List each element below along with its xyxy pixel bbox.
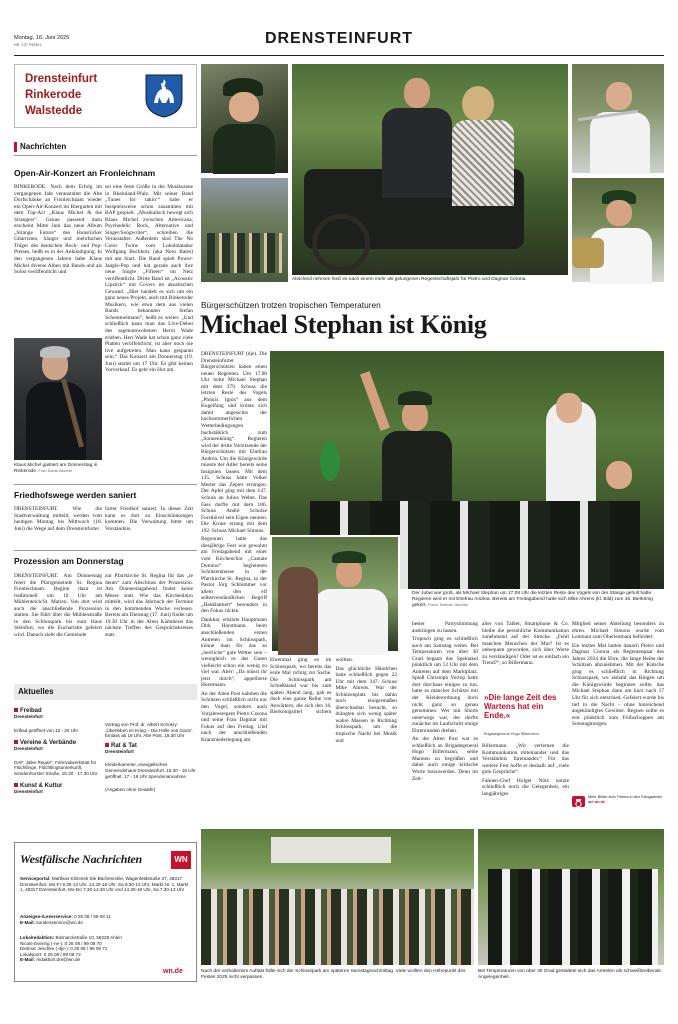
- more-photos-site[interactable]: wn.de: [594, 799, 606, 804]
- article-col3-p3: An der Alten Post war es schließlich an Brigadegeneral Hugo Billermann, seine Mannen zu begrüßen und dabei auch einige kritische Worte loszuwerden. Denn im Zeit-: [412, 736, 478, 782]
- aktuelles-label: Aktuelles: [18, 687, 54, 696]
- divider-friedhof: [14, 484, 197, 485]
- article-kicker: Bürgerschützen trotzen tropischen Temperaturen: [201, 300, 381, 310]
- aktuelles-kultur-sub: Drensteinfurt: [14, 788, 43, 794]
- aktuelles-rat-sub: Drensteinfurt: [105, 748, 134, 754]
- bottom-right-caption: Bei Temperaturen von über 30 Grad gestaltete sich das Antreten als schweißtreibende Angelegenheit.: [478, 969, 662, 980]
- crowd-shape: [207, 233, 282, 273]
- klaus-caption-credit: Foto: Dorian Albrecht: [38, 468, 73, 473]
- aktuelles-rat-title-text: Rat & Tat: [111, 742, 137, 749]
- article-col1-p3: Dankbar, erklärte Hauptmann Dirk Horstmann beim anschließenden ersten Antreten im Schlosspark, könne man für das so „herrliche“ gute Wetter sein – wenngleich es des Guten vielleicht schon ein wenig zu viel war. Aber: „Da müsst ihr jetzt durch“, appellierte Horstmann.: [201, 616, 267, 689]
- imprint-service-text: Matthias Klimmek Die Büchereckle, Wagenfeldstraße 37, 48317 Drensteinfurt, Mo-Fr 9.30-13 Uhr, 14.30-18 Uhr, Sa 9.30-13 Uhr; Markt Nr. 1, Markt 1, 48317 Drensteinfurt, Mo-Do 7.30-12.30 Uhr und 14.30-18 Uhr, Sa 7.30-13 Uhr: [20, 876, 189, 893]
- imprint-box: [14, 842, 197, 982]
- article-col4-p2: Billermann. „Wir verlernen die Kommunikation miteinander und das Verständnis füreinander.“ Für das weitere Fest hoffe er deshalb auf „viele gute Gespräche“.: [482, 743, 569, 776]
- article-col3: [412, 621, 478, 817]
- more-photos-text: [588, 795, 662, 804]
- header-rule: [14, 55, 664, 56]
- prozession-text-col1: DRENSTEINFURT. Am Donnerstag feiert die Pfarrgemeinde St. Regina Fronleichnam. Beginn dazu ist traditionell um 10 Uhr am Mühlenteich/St. Marien. Von dort wird auch die anschließende Prozession starten. Sie führt über die Mühlenstraße in den Schlosspark bis zum Haus Steinfurt, wo die Eucharistie gefeiert wird. Danach zieht die Gemeinde: [14, 573, 102, 638]
- main-photo-caption-credit: Fotos: Dietmar Jeschke: [428, 602, 468, 607]
- nachrichten-marker: [14, 142, 17, 152]
- aktuelles-left: [14, 708, 102, 794]
- aktuelles-freibad-title-text: Freibad: [20, 708, 42, 714]
- carriage-caption: Abschied nehmen hieß es nach einem mehr als gelungenen Regentschaftsjahr für Pietro und Dagmar Corona.: [292, 277, 527, 282]
- main-photo-caption-text: Der Jubel war groß, als Michael Stephan um 17.08 Uhr die letzten Reste des Vogels von der Stange geholt hatte. Regieren wird er mit Ehefrau Andrea. Bereits am Freitagabend hatte sich Mike Ahrens (kl. Bild) zum 16. Bierkönig gekürt.: [412, 591, 653, 608]
- aktuelles-header: [14, 684, 197, 700]
- article-col5: [572, 621, 664, 791]
- konzert-text-col2: sei eine feste Größe in der Musikszene in Rheinland-Pfalz. Mit seiner Band „Tunes for takin’“ habe er beispielsweise schon zusammen mit BAP gespielt. „Musikalisch bewegt sich Klaus Michel zwischen Americana, Psychedelic Rock, Alternative und Singer/Songwriter“, schreiben die Veranstalter. Außerdem sind The No Color Twins vom Lokalmatador Wolfgang Buchholz (aka Nero Bates) mit am Start. Die Band spielt Power-Jangle-Pop und hat gerade auch ihre neue Single „Fifteen“ im Netz veröffentlicht. Dritte Band ist „Acoustic Lipstick“ mit Covers im akustischen Gewand. „Hier handelt es sich um ein ganz neues Projekt, auch mit Rinkeroder Musikern, wie etwa dem aus vielen Bands bekannten Stefan Schemmelmann“, heißt es weiter. „Und schließlich kann man das Live-Debut des sagenumwobenen Herrn Wade erleben. Herr Wade hat schon ganz viele Platten veröffentlicht, ist aber noch nie live aufgetreten. Man kann gespannt sein.“ Das Konzert am Donnerstag (19. Juni) startet um 17 Uhr. Es gibt keinen Vorverkauf. Es geht ein Hut um.: [105, 184, 193, 374]
- photo-top-right-2: [572, 178, 664, 282]
- ortsbox-line-2: Rinkerode: [25, 89, 82, 101]
- article-headline: Michael Stephan ist König: [200, 310, 487, 339]
- friedhof-text-col1: DRENSTEINFURT. Wie die Stadtverwaltung mitteilt, werden vom heutigen Montag bis Mittwoch (18. Juni) die Wege auf dem Drensteinfurter: [14, 506, 102, 532]
- crowd-bottom-left: [201, 889, 474, 965]
- red-square-icon: [105, 743, 109, 747]
- imprint-lokal-label: Lokalredaktion:: [20, 935, 55, 940]
- article-col1-p1: DRENSTEINFURT (dje). Die Drensteinfurter Bürgerschützen haben einen neuen Regenten. Um 17.08 Uhr holte Michael Stephan mit dem 379. Schuss die letzten Reste des Vogels „Phönix Ignis“ aus dem Kugelfang und krönte sich damit angesichts der hochsommerlichen Wetterbedingungen buchstäblich zum „Sonnenkönig“. Regieren wird der dritte Vorsitzende der Bürgerschützen mit Ehefrau Andrea. Um die Königswürde musste der Adler bereits seine Insignien lassen. Mit dem 135. Schuss hatte Volker Mester das Zepter errungen. Der Apfel ging mit dem 147. Schuss an Julius Weber. Das Fass durfte mit dem 186. Schuss André Schulze Forsthövel sein Eigen nennen. Die Krone errang mit dem 192. Schuss Michael Simons.: [201, 351, 267, 534]
- photo-bottom-left: [201, 829, 474, 965]
- coat-of-arms-icon: [144, 73, 184, 119]
- inset-face: [336, 559, 362, 587]
- ortsbox-line-3: Walstedde: [25, 105, 83, 117]
- camera-icon: [572, 796, 585, 807]
- imprint-ads-phone: 0 25 08 / 99 08 11: [74, 914, 111, 919]
- imprint-ads-label: Anzeigen-/Leserservice:: [20, 914, 73, 919]
- carriage-wheel: [312, 214, 370, 272]
- king-arm: [360, 371, 390, 431]
- imprint-staff-1: Nicole Evering (-ne-): 0 25 08 / 99 08 70: [20, 940, 102, 946]
- inset-hat: [332, 551, 366, 563]
- article-col5-p2: Ein letztes Mal hatten danach Pietro und Dagmar Corona als Regentenpaar des Jahres 2024 die Ehre, die lange Reihe der Schützen abzunehmen. Mit der Kutsche ging es schließlich in Richtung Schlosspark, wo alsbald das Ringen um die Königswürde beginnen sollte, das Michael Stephan dann um kurz nach 17 Uhr für sich entschied. Gefeiert wurde bis tief in die Nacht – ohne hinreichend angekündigtes Gewitter. Regnen sollte es erst pünktlich zum Frühschoppen am Sonntagmorgen.: [572, 642, 664, 728]
- imprint-red-email[interactable]: redaktion.dre@wn.de: [36, 957, 81, 963]
- drum-shape: [572, 238, 604, 268]
- more-photos-label: Mehr Bilder zum Thema in den Fotogalerien auf: [588, 795, 663, 804]
- klaus-caption-text: Klaus Michel gastiert am Donnerstag in Rinkerode.: [14, 463, 98, 474]
- klaus-caption: [14, 463, 102, 475]
- inset-woman: [278, 567, 318, 655]
- imprint-lokal: [20, 935, 192, 963]
- photo-carriage: [292, 64, 568, 275]
- imprint-service-label: Serviceportal:: [20, 876, 51, 881]
- imprint-service: [20, 876, 192, 893]
- imprint-staff-2: Dietmar Jeschke (-dje-): 0 25 08 / 99 08 71: [20, 946, 108, 952]
- woman-dress: [452, 120, 514, 206]
- friedhof-text-col2: furter Friedhof saniert. In dieser Zeit kann es dort zu Einschränkungen kommen. Die Verwaltung bittet um Verständnis.: [105, 506, 193, 532]
- aktuelles-rat-text: Kleiderkammer, evangelisches Gemeindehaus Drensteinfurt, 15.30 - 18 Uhr geöffnet, 17 - 18 Uhr Spendenannahme: [105, 762, 196, 779]
- musician-face: [606, 82, 632, 110]
- nachrichten-label: Nachrichten: [20, 142, 67, 151]
- aktuelles-vereine-text: DAF: „Bike Repair“, Fahrradwerkstatt für Flüchtlinge, Flüchtlingsunterkunft, Sendenhorster Straße, 15.30 - 17.30 Uhr: [14, 759, 98, 776]
- imprint-logo: WN: [171, 851, 191, 869]
- red-square-icon: [14, 783, 18, 787]
- article-col3-p1: bester Partystimmung ausklingen zu lassen.: [412, 621, 478, 634]
- klaus-hair: [40, 346, 70, 358]
- photo-bierkoenig-inset: [270, 535, 400, 653]
- aktuelles-vereine-sub: Drensteinfurt: [14, 746, 43, 752]
- imprint-lokal-addr: Bismarckstraße 10, 59229 Ahlen: [55, 935, 122, 940]
- article-col4-p1: alter von Tablet, Smartphone & Co. bleibe die persönliche Kommunikation zunehmend auf der Strecke. „Fehlt manchen Menschen der Mut? Ist es unbequem geworden, sich über Worte zu verständigen? Oder ist es einfach ein Trend?“, so Billermann.: [482, 621, 569, 667]
- imprint-lokalsport: Lokalsport: 0 25 08 / 99 08 72: [20, 951, 81, 957]
- aktuelles-vortrag-text: Vortrag von Prof. dr. Albert Schokry: „Überleben im Krieg – Die Hölle von Gaza“. Einlass ab 19 Uhr, Alte Post, 19.30 Uhr: [105, 722, 194, 739]
- imprint-paper-name: Westfälische Nachrichten: [20, 852, 142, 866]
- article-col5-p1: Mitglied seiner Abteilung besonders zu ehren. Michael Simons wurde vom Leutnant zum Oberleutnant befördert.: [572, 621, 664, 641]
- nachrichten-tab: [14, 141, 197, 153]
- queen-face: [556, 393, 582, 423]
- musician-shirt: [590, 112, 650, 174]
- inset-shirt: [314, 589, 388, 655]
- article-col4-p3: Fahnen-Chef Holger Notz nutzte schließlich noch die Gelegenheit, ein langjähriges: [482, 777, 569, 797]
- imprint-red-email-label: E-Mail:: [20, 957, 36, 963]
- king-face: [402, 401, 428, 431]
- article-col4: [482, 621, 569, 691]
- pull-quote-source: Brigadegeneral Hugo Billermann: [484, 732, 539, 736]
- issue-date: Montag, 16. Juni 2025: [14, 35, 70, 41]
- friedhof-heading: Friedhofswege werden saniert: [14, 490, 137, 500]
- imprint-ads-email[interactable]: kundenservice@wn.de: [36, 919, 83, 925]
- marching-row: [488, 869, 658, 965]
- red-square-icon: [14, 740, 18, 744]
- imprint-ads: [20, 914, 192, 925]
- article-col4b: [482, 743, 569, 817]
- green-plume: [320, 441, 340, 481]
- prozession-heading: Prozession am Donnerstag: [14, 556, 124, 566]
- klaus-michel-photo: [14, 338, 102, 460]
- photo-top-left-2: [201, 178, 288, 282]
- man-face: [404, 78, 430, 108]
- drummer-face: [606, 200, 632, 226]
- article-col1-p4: An der Alten Post nahmen die Schützen schließlich nicht nur den Vogel, sondern auch Vorjahresregent Pietro Corona und seine Frau Dagmar mit Fokus auf den Freitag. Und nach der anschließenden Kranzniederlegung am: [201, 690, 267, 743]
- aktuelles-kultur-title-text: Kunst & Kultur: [20, 782, 63, 789]
- pull-quote: »Die lange Zeit des Wartens hat ein Ende.«: [484, 693, 557, 720]
- photo-bottom-right: [478, 829, 664, 965]
- tent-shape: [271, 837, 391, 863]
- face-shape: [229, 92, 259, 122]
- aktuelles-note: (Angaben ohne Gewähr): [105, 787, 156, 793]
- aktuelles-right: [105, 722, 197, 793]
- woman-hair: [462, 86, 494, 122]
- ortsbox: [14, 64, 197, 128]
- konzert-text-col1: RINKERODE. Nach dem Erfolg im vergangenen Jahr veranstaltet die Alte Dorfschänke an Fronleichnam wieder ein Open-Air-Konzert im Biergarten mit dem Top-Act „Klaus Michel & the Strangers“. Genau passend dazu erscheint Mitte Juni das neue Album „Strange Future“ des Hunsrücker Gitarristen, Sänger und mehrfachen Träger des deutschen Rock- und Pop-Preises, heißt es in der Ankündigung. In den vergangenen Jahren habe Klaus Michel diverse Alben mit Bands und als Solist veröffentlicht und: [14, 184, 102, 276]
- uniform-shape: [213, 124, 275, 174]
- aktuelles-freibad-text: Erlbad geöffnet von 12 - 20 Uhr: [14, 727, 79, 733]
- imprint-site[interactable]: wn.de: [163, 968, 183, 975]
- article-col2-p2: Das glückliche Händchen hatte schließlich gegen 22 Uhr mit dem 347. Schuss Mike Ahrens. War der Schützenplatz bis dahin noch einigermaßen überschaubar besucht, so drängten sich wenig später wahre Massen in Richtung Schlosspark, um die tropische Nacht bei Musik und: [335, 665, 397, 744]
- man-suit: [382, 108, 452, 198]
- issue-number: NR. 137 RDR01: [14, 43, 42, 47]
- photo-top-left-1: [201, 64, 288, 173]
- article-col2-p1: Ehrenmal ging es im Schlosspark, wo bereits das erste Mal richtig zur Sache. Die Schlosspark am Schießstand war bis zum späten Abend lang, gab es doch eine ganze Reihe von Anwärtern, die sich den 16. Bierkönigstitel sichern wollten.: [270, 657, 354, 716]
- king-hat: [398, 391, 432, 405]
- section-title: DRENSTEINFURT: [264, 30, 414, 47]
- aktuelles-vereine-title-text: Vereine & Verbände: [20, 740, 77, 747]
- main-photo-caption: [412, 591, 664, 608]
- more-photos[interactable]: [572, 794, 664, 812]
- bottom-left-caption: Nach der verhaltenem Auftakt füllte sich der Schlosspark am späteren Samstagnachmittag. Viele wollten den Höhepunkt des Festes 2025 nicht verpassen.: [201, 969, 466, 980]
- photo-top-right-1: [572, 64, 664, 173]
- article-col1-p2: Begonnen hatte das diesjährige Fest wie gewohnt am Freitagabend mit einer vom Kirchenchor „Cantate Domino“ begleiteten Schützenmesse in der Pfarrkirche St. Regina, in der Pastor Jörg Schlummer vor allem den elf selbstverständlichen Begriff „Dankbarkeit“ besonders in den Fokus rückte.: [201, 536, 267, 615]
- aktuelles-freibad-sub: Drensteinfurt: [14, 714, 43, 719]
- red-square-icon: [14, 708, 18, 712]
- ortsbox-line-1: Drensteinfurt: [25, 73, 98, 85]
- article-col2: [270, 657, 397, 817]
- divider-prozession: [14, 550, 197, 551]
- article-col1: [201, 351, 267, 743]
- right-man-face: [606, 461, 632, 489]
- article-col3-p2: Tropisch ging es schließlich auch am Samstag weiter. Bei Temperaturen von über 30 Grad begann das Spektakel pünktlich um 12 Uhr mit dem Antreten auf dem Marktplatz. Spieß Christoph Vorlop hatte dort durchaus einiges zu tun, hatte es mancher Schütze mit der Kleiderordnung doch nicht ganz so genau genommen. Wer mit Shorts unterwegs war, der durfte zunächst im Laufschritt einige Ehrenrunden drehen.: [412, 636, 478, 734]
- nachrichten-rule: [14, 155, 197, 156]
- konzert-heading: Open-Air-Konzert an Fronleichnam: [14, 168, 156, 178]
- prozession-text-col2: zur Pfarrkirche St. Regina für das „te deum“ zum Abschluss der Prozession. Am Donnerstagabend findet keine Messe statt. Wie das Kirchenbüro mitteilt, wird das Jahrbuch der Termine in den kommenden Woche verlesen. Bereits am Dienstag (17. Juni) findet um 19.30 Uhr in der Alten Kämmerei das nächste Treffen des Gesprächskreises statt.: [105, 573, 193, 638]
- imprint-ads-email-label: E-Mail:: [20, 919, 36, 925]
